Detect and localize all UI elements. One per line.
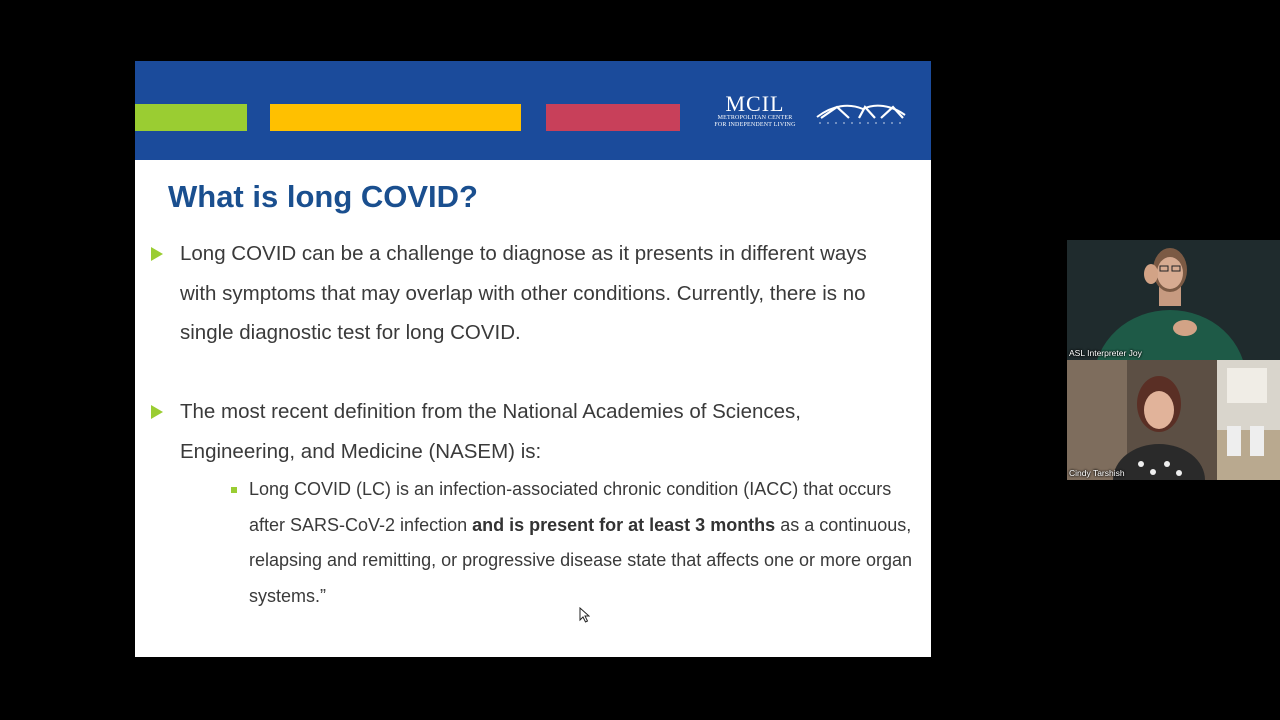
slide-title: What is long COVID? [168, 179, 478, 214]
mcil-logo: MCIL METROPOLITAN CENTER FOR INDEPENDENT LIVING [714, 91, 796, 128]
sub-bullet-square-icon [231, 487, 237, 493]
bullet-arrow-icon [151, 405, 163, 419]
participant-name-label: Cindy Tarshish [1069, 468, 1125, 478]
emphasis-duration: and is present for at least 3 months [472, 514, 776, 535]
participant-name-label: ASL Interpreter Joy [1069, 348, 1142, 358]
red-bar [546, 104, 680, 131]
ada-minnesota-logo [815, 99, 907, 129]
bullet-arrow-icon [151, 247, 163, 261]
green-bar [135, 104, 247, 131]
speaker-video-feed [1067, 360, 1280, 480]
nasem-definition: Long COVID (LC) is an infection-associated chronic condition (IACC) that occurs after SARS-CoV-2 infection and is present for at least 3 months as a continuous, relapsing and remitting, or progressive disease state that affects one or more organ systems.” [249, 479, 913, 607]
interpreter-video-feed [1067, 240, 1280, 360]
yellow-bar [270, 104, 521, 131]
presentation-slide [135, 61, 931, 657]
video-tile-speaker[interactable] [1067, 360, 1280, 480]
slide-banner [135, 61, 931, 160]
video-tile-interpreter[interactable] [1067, 240, 1280, 360]
bullet-diagnosis: Long COVID can be a challenge to diagnose as it presents in different ways with symptoms that may overlap with other conditions. Currently, there is no single diagnostic test for long COVID. [180, 242, 867, 344]
mouse-cursor-icon [579, 607, 590, 623]
bullet-definition: The most recent definition from the National Academies of Sciences, Engineering, and Medicine (NASEM) is: [180, 400, 802, 463]
